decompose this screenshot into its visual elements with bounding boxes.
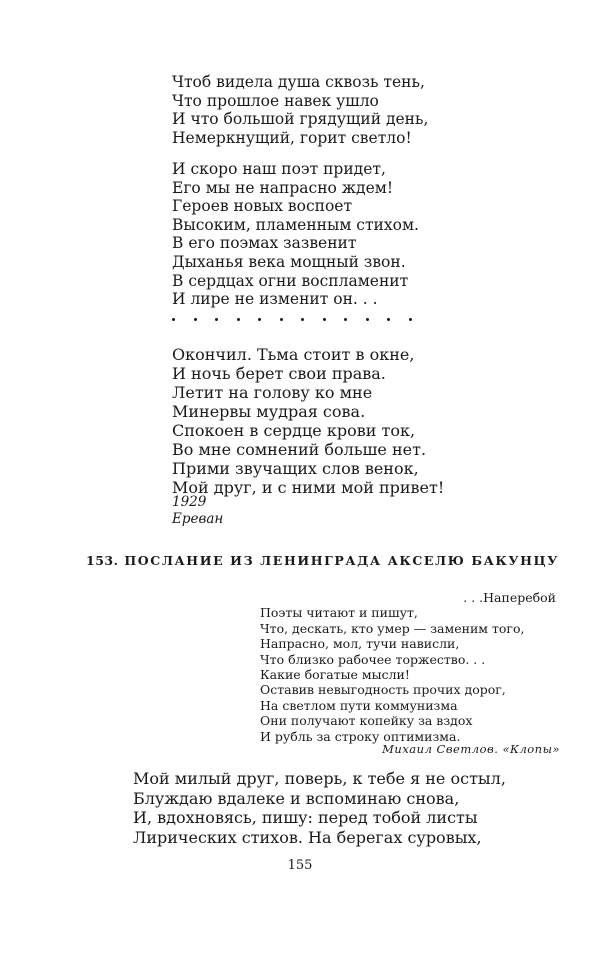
poem-heading — [86, 553, 559, 568]
epigraph-line: . . .Наперебой — [463, 590, 556, 605]
stanza-2 — [172, 160, 419, 309]
verse-line: Что прошлое навек ушло — [172, 91, 379, 110]
poem-title: ПОСЛАНИЕ ИЗ ЛЕНИНГРАДА АКСЕЛЮ БАКУНЦУ — [124, 553, 559, 568]
verse-line: И что большой грядущий день, — [172, 110, 429, 129]
epigraph-line: На светлом пути коммунизма — [260, 697, 458, 713]
epigraph — [260, 590, 560, 744]
verse-line: Спокоен в сердце крови ток, — [172, 421, 416, 440]
verse-line: В сердцах огни воспламенит — [172, 271, 409, 290]
verse-line: Мой друг, и с ними мой привет! — [172, 478, 445, 497]
epigraph-attribution: Михаил Светлов. «Клопы» — [382, 742, 560, 756]
dateline-place: Ереван — [172, 511, 224, 527]
verse-line: В его поэмах зазвенит — [172, 234, 357, 253]
epigraph-line: Что близко рабочее торжество. . . — [260, 651, 486, 667]
verse-line: Летит на голову ко мне — [172, 383, 373, 402]
verse-line: Немеркнущий, горит светло! — [172, 128, 412, 147]
verse-line: Дыханья века мощный звон. — [172, 252, 406, 271]
dateline-year: 1929 — [172, 494, 207, 510]
omission-dots — [172, 318, 412, 321]
epigraph-line: И рубль за строку оптимизма. — [260, 728, 461, 744]
verse-line: Мой милый друг, поверь, к тебе я не остыл, — [133, 769, 506, 788]
epigraph-line: Поэты читают и пишут, — [260, 605, 418, 621]
verse-line: Минервы мудрая сова. — [172, 402, 366, 421]
verse-line: Прими звучащих слов венок, — [172, 459, 419, 478]
verse-line: И, вдохновясь, пишу: перед тобой листы — [133, 808, 478, 827]
verse-line: Во мне сомнений больше нет. — [172, 440, 427, 459]
epigraph-line: Что, дескать, кто умер — заменим того, — [260, 620, 525, 636]
verse-line: Лирических стихов. На берегах суровых, — [133, 827, 482, 847]
epigraph-line: Оставив невыгодность прочих дорог, — [260, 682, 506, 698]
verse-line: Высоким, пламенным стихом. — [172, 215, 419, 234]
epigraph-line: Напрасно, мол, тучи нависли, — [260, 636, 460, 652]
verse-line: Героев новых воспоет — [172, 197, 353, 216]
page-number: 155 — [287, 858, 313, 873]
poem-number: 153. — [86, 553, 119, 568]
epigraph-line: Какие богатые мысли! — [260, 667, 410, 683]
poem-opening-stanza — [133, 769, 506, 847]
epigraph-line: Они получают копейку за вздох — [260, 713, 473, 729]
verse-line: Блуждаю вдалеке и вспоминаю снова, — [133, 788, 460, 808]
stanza-1 — [172, 73, 428, 147]
verse-line: И скоро наш поэт придет, — [172, 160, 386, 178]
verse-line: Чтоб видела душа сквозь тень, — [172, 73, 425, 91]
verse-line: Окончил. Тьма стоит в окне, — [172, 345, 415, 364]
verse-line: Его мы не напрасно ждем! — [172, 178, 394, 197]
verse-line: И лире не изменит он. . . — [172, 290, 378, 309]
verse-line: И ночь берет свои права. — [172, 364, 386, 383]
stanza-3 — [172, 345, 444, 497]
